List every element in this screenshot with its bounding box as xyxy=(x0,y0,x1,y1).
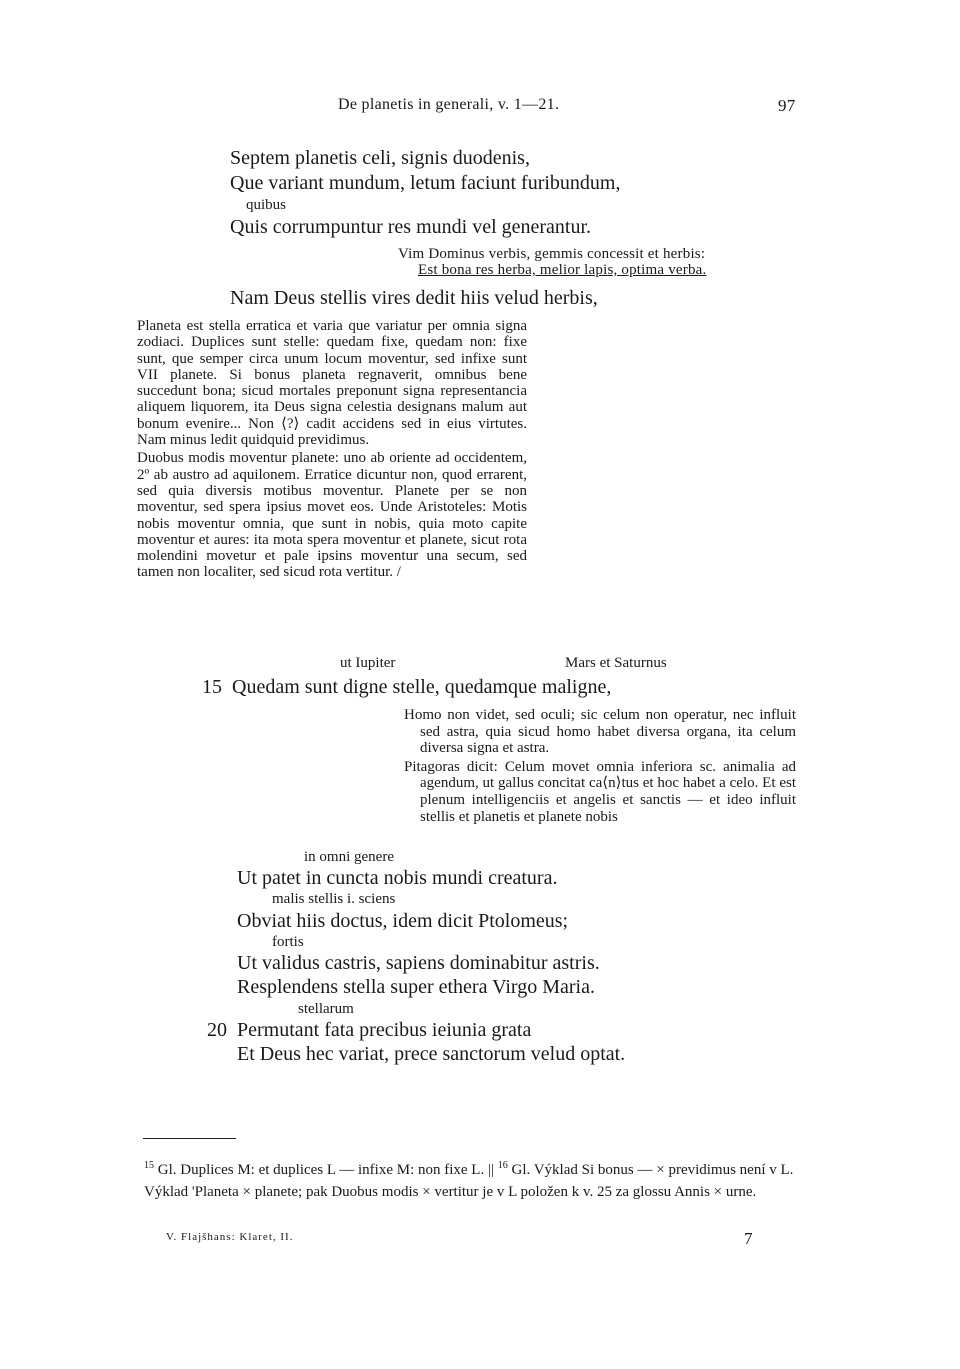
line-number: 15 xyxy=(202,676,222,698)
verse-line: Et Deus hec variat, prece sanctorum velud optat. xyxy=(237,1043,626,1065)
signature-line: V. Flajšhans: Klaret, II. xyxy=(166,1231,294,1243)
running-title: De planetis in generali, v. 1—21. xyxy=(338,96,560,113)
verse-line: Permutant fata precibus ieiunia grata xyxy=(237,1019,532,1041)
footnote-separator: || xyxy=(487,1162,494,1178)
verse-line: Nam Deus stellis vires dedit hiis velud herbis, xyxy=(230,287,598,309)
interlinear-gloss: fortis xyxy=(272,934,304,950)
margin-gloss: Homo non videt, sed oculi; sic celum non operatur, nec influit sed astra, quia sicud homo habet diversa organa, ita celum diversa signa et astra. xyxy=(404,707,796,757)
verse-line: Septem planetis celi, signis duodenis, xyxy=(230,147,530,169)
interlinear-gloss: malis stellis i. sciens xyxy=(272,891,396,907)
verse-line: Resplendens stella super ethera Virgo Maria. xyxy=(237,976,595,998)
verse-line: Que variant mundum, letum faciunt furibundum, xyxy=(230,172,621,194)
interlinear-gloss: ut Iupiter xyxy=(340,655,396,671)
page-number: 97 xyxy=(778,96,796,115)
interlinear-gloss: stellarum xyxy=(298,1001,354,1017)
commentary-block xyxy=(137,318,527,581)
margin-gloss: Pitagoras dicit: Celum movet omnia inferiora sc. animalia ad agendum, ut gallus concitat ca⟨n⟩tus et hoc habet a celo. Et est plenum intelligenciis et angelis et sanctis — et ideo influit stellis et planetis et planete nobis xyxy=(404,758,796,825)
sheet-number: 7 xyxy=(744,1229,753,1248)
commentary-paragraph: Planeta est stella erratica et varia que variatur per omnia signa zodiaci. Duplices sunt stelle: quedam fixe, quedam non: fixe sunt, que semper circa unum locum moventur, sed infixe sunt VII planete. Si bonus planeta regnaverit, omnibus bene succedunt bona; sicud mortales preponunt signa representancia aliquem liquorem, ita Deus signa celestia designans malum aut bonum evenire... Non ⟨?⟩ cadit accidens sed in eius virtutes. Nam minus ledit quidquid previdimus. xyxy=(137,318,527,449)
verse-line: Quedam sunt digne stelle, quedamque maligne, xyxy=(232,676,612,698)
margin-gloss-block xyxy=(404,707,796,827)
footnote-marker: 15 xyxy=(144,1160,154,1171)
footnote-text: Gl. Výklad Si bonus — × previdimus není v L. Výklad 'Planeta × planete; pak Duobus modis × vertitur je v L položen k v. 25 za glossu Annis × urne. xyxy=(144,1162,794,1200)
interlinear-gloss: in omni genere xyxy=(304,849,394,865)
verse-line: Quis corrumpuntur res mundi vel generantur. xyxy=(230,216,592,238)
verse-line: Ut patet in cuncta nobis mundi creatura. xyxy=(237,867,558,889)
line-number: 20 xyxy=(207,1019,227,1041)
commentary-paragraph: Duobus modis moventur planete: uno ab oriente ad occidentem, 2º ab austro ad aquilonem. Erratice dicuntur non, quod errarent, sed quia diversis motibus moventur. Planete per se non moventur, sed spera ipsius movet eos. Unde Aristoteles: Motis nobis moventur omnia, que sunt in nobis, quia moto capite moventur et aures: ita mota spera moventur et planete, sicut rota molendini movetur et pale ipsins moventur una secum, sed tamen non localiter, sed sicud rota vertitur. / xyxy=(137,450,527,581)
margin-gloss: Est bona res herba, melior lapis, optima verba. xyxy=(418,262,707,278)
footnote-block xyxy=(144,1155,800,1203)
margin-gloss: Vim Dominus verbis, gemmis concessit et herbis: xyxy=(398,246,706,262)
interlinear-gloss: quibus xyxy=(246,197,287,213)
footnote-text: Gl. Duplices M: et duplices L — infixe M: non fixe L. xyxy=(157,1162,485,1178)
verse-line: Obviat hiis doctus, idem dicit Ptolomeus; xyxy=(237,910,569,932)
footnote-rule xyxy=(143,1138,236,1139)
footnote-marker: 16 xyxy=(497,1160,508,1171)
interlinear-gloss: Mars et Saturnus xyxy=(565,655,667,671)
verse-line: Ut validus castris, sapiens dominabitur astris. xyxy=(237,952,600,974)
